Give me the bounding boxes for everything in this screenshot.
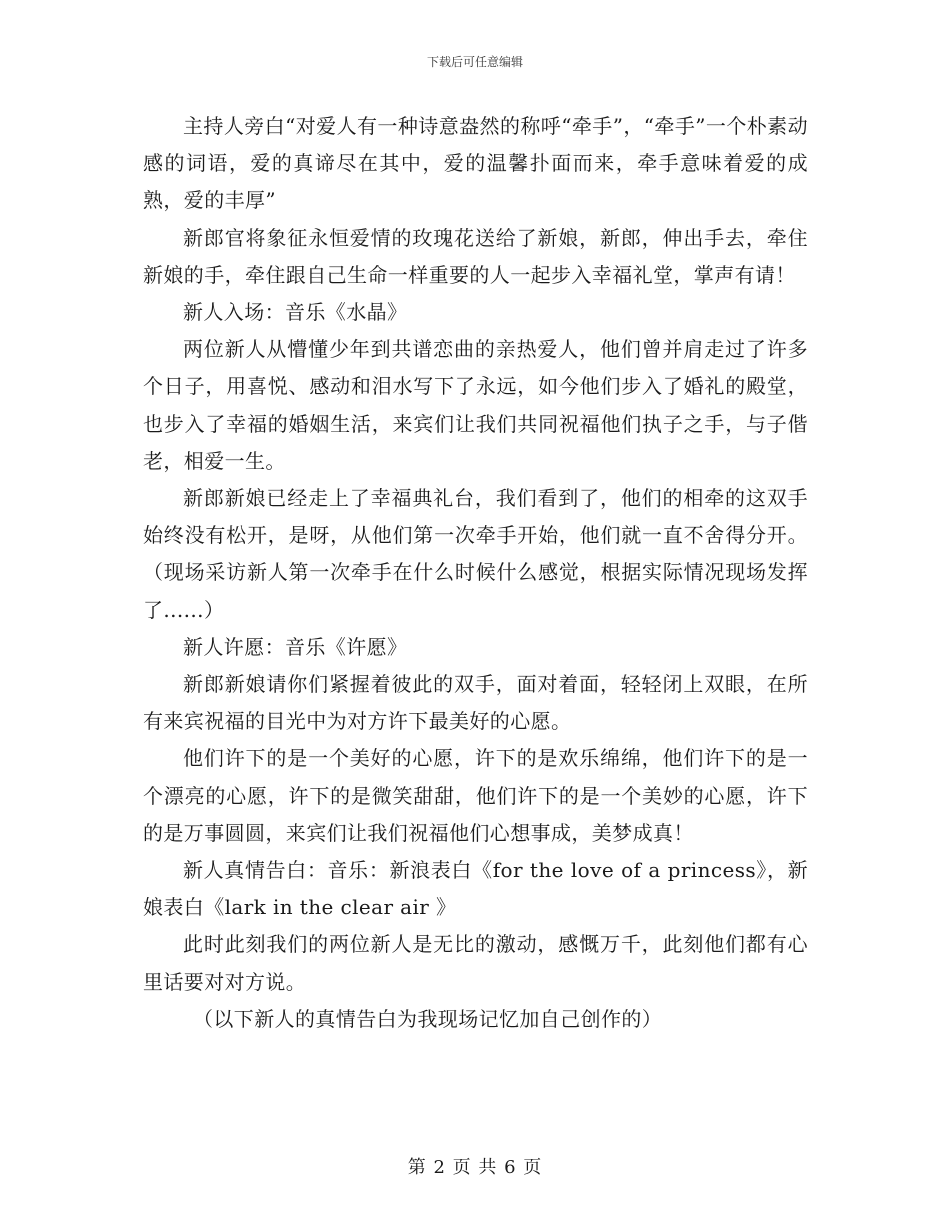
page-header-note: 下载后可任意编辑 — [426, 55, 523, 69]
document-body — [143, 108, 808, 1038]
paragraph-wishes: 他们许下的是一个美好的心愿，许下的是欢乐绵绵，他们许下的是一个漂亮的心愿，许下的是微笑甜甜，他们许下的是一个美妙的心愿，许下的是万事圆圆，来宾们让我们祝福他们心想事成，美梦成真！ — [143, 746, 808, 845]
paragraph-note: （以下新人的真情告白为我现场记忆加自己创作的） — [193, 1006, 663, 1031]
paragraph-emotions: 此时此刻我们的两位新人是无比的激动，感慨万千，此刻他们都有心里话要对对方说。 — [143, 932, 808, 994]
paragraph-couple-journey: 两位新人从懵懂少年到共谱恋曲的亲热爱人，他们曾并肩走过了许多个日子，用喜悦、感动和泪水写下了永远，如今他们步入了婚礼的殿堂，也步入了幸福的婚姻生活，来宾们让我们共同祝福他们执子之手，与子偕老，相爱一生。 — [143, 337, 808, 473]
paragraph-groom-roses: 新郎官将象征永恒爱情的玫瑰花送给了新娘，新郎，伸出手去，牵住新娘的手，牵住跟自己生命一样重要的人一起步入幸福礼堂，掌声有请！ — [143, 225, 808, 287]
page-number: 第 2 页 共 6 页 — [407, 1157, 543, 1178]
paragraph-confession-music: 新人真情告白：音乐：新浪表白《for the love of a princess》，新娘表白《lark in the clear air 》 — [143, 858, 808, 920]
paragraph-ceremony-stage: 新郎新娘已经走上了幸福典礼台，我们看到了，他们的相牵的这双手始终没有松开，是呀，从他们第一次牵手开始，他们就一直不舍得分开。（现场采访新人第一次牵手在什么时候什么感觉，根据实际情况现场发挥了......） — [143, 486, 808, 622]
paragraph-wish-music: 新人许愿：音乐《许愿》 — [183, 634, 408, 659]
paragraph-hold-hands: 新郎新娘请你们紧握着彼此的双手，面对着面，轻轻闭上双眼，在所有来宾祝福的目光中为对方许下最美好的心愿。 — [143, 672, 808, 734]
paragraph-entrance-music: 新人入场：音乐《水晶》 — [183, 300, 408, 325]
paragraph-host-narration: 主持人旁白“对爱人有一种诗意盎然的称呼“牵手”，“牵手”一个朴素动感的词语，爱的真谛尽在其中，爱的温馨扑面而来，牵手意味着爱的成熟，爱的丰厚” — [143, 114, 808, 213]
